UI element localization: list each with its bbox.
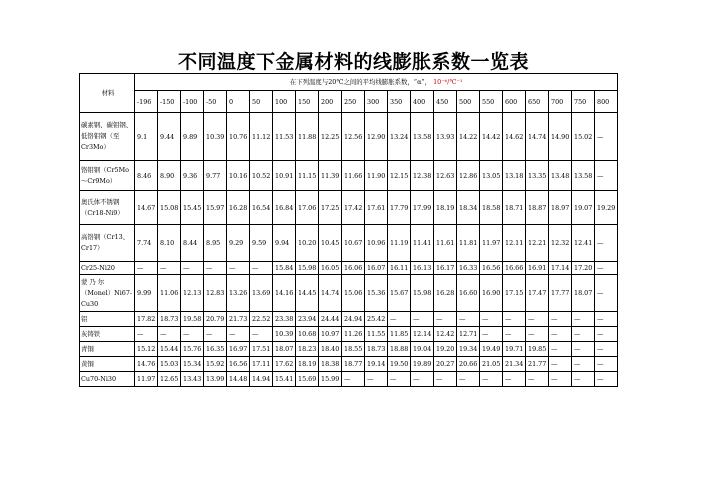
- value-cell: 15.98: [296, 262, 319, 275]
- value-cell: 20.27: [434, 357, 457, 372]
- value-cell: —: [250, 327, 273, 342]
- value-cell: 19.85: [526, 342, 549, 357]
- value-cell: 13.69: [250, 275, 273, 312]
- value-cell: 11.53: [273, 113, 296, 161]
- value-cell: 17.42: [342, 191, 365, 225]
- value-cell: 15.41: [273, 372, 296, 387]
- value-cell: —: [526, 327, 549, 342]
- value-cell: 15.36: [365, 275, 388, 312]
- value-cell: —: [595, 342, 618, 357]
- value-cell: 20.66: [457, 357, 480, 372]
- value-cell: —: [135, 262, 158, 275]
- header-row-subtitle: [80, 74, 618, 91]
- value-cell: 15.08: [158, 191, 181, 225]
- value-cell: 11.15: [296, 161, 319, 191]
- value-cell: 18.19: [434, 191, 457, 225]
- value-cell: 12.14: [411, 327, 434, 342]
- value-cell: —: [549, 327, 572, 342]
- value-cell: —: [480, 372, 503, 387]
- value-cell: 10.52: [250, 161, 273, 191]
- material-cell: 奥氏体不锈钢（Cr18-Ni9）: [80, 191, 135, 225]
- value-cell: 19.14: [365, 357, 388, 372]
- value-cell: —: [595, 357, 618, 372]
- value-cell: 15.69: [296, 372, 319, 387]
- value-cell: 14.22: [457, 113, 480, 161]
- value-cell: 14.16: [273, 275, 296, 312]
- value-cell: 18.97: [549, 191, 572, 225]
- value-cell: 17.62: [273, 357, 296, 372]
- material-cell: 蒙 乃 尔（Monel）Ni67-Cu30: [80, 275, 135, 312]
- value-cell: 12.71: [457, 327, 480, 342]
- value-cell: 18.07: [572, 275, 595, 312]
- value-cell: 16.56: [227, 357, 250, 372]
- material-cell: 铬钼钢（Cr5Mo～Cr9Mo）: [80, 161, 135, 191]
- value-cell: 18.73: [158, 312, 181, 327]
- value-cell: 17.51: [250, 342, 273, 357]
- value-cell: 23.94: [296, 312, 319, 327]
- value-cell: 12.65: [158, 372, 181, 387]
- value-cell: 14.48: [227, 372, 250, 387]
- temperature-header-cell: 50: [250, 91, 273, 113]
- value-cell: —: [434, 372, 457, 387]
- value-cell: 10.67: [342, 225, 365, 262]
- value-cell: 18.19: [296, 357, 319, 372]
- value-cell: 17.47: [526, 275, 549, 312]
- value-cell: 14.42: [480, 113, 503, 161]
- value-cell: 14.45: [296, 275, 319, 312]
- value-cell: 11.26: [342, 327, 365, 342]
- value-cell: 11.90: [365, 161, 388, 191]
- value-cell: 12.86: [457, 161, 480, 191]
- value-cell: 18.73: [365, 342, 388, 357]
- value-cell: 13.26: [227, 275, 250, 312]
- value-cell: —: [503, 312, 526, 327]
- value-cell: 15.99: [319, 372, 342, 387]
- value-cell: 19.20: [434, 342, 457, 357]
- temperature-header-cell: 200: [319, 91, 342, 113]
- value-cell: 8.46: [135, 161, 158, 191]
- value-cell: 9.29: [227, 225, 250, 262]
- value-cell: 15.97: [204, 191, 227, 225]
- value-cell: 8.90: [158, 161, 181, 191]
- value-cell: 17.11: [250, 357, 273, 372]
- value-cell: 12.11: [503, 225, 526, 262]
- value-cell: 12.32: [549, 225, 572, 262]
- value-cell: 14.90: [549, 113, 572, 161]
- value-cell: 11.88: [296, 113, 319, 161]
- value-cell: 16.07: [365, 262, 388, 275]
- value-cell: 10.76: [227, 113, 250, 161]
- value-cell: 14.74: [319, 275, 342, 312]
- value-cell: 10.96: [365, 225, 388, 262]
- value-cell: —: [411, 372, 434, 387]
- value-cell: 15.02: [572, 113, 595, 161]
- value-cell: —: [181, 327, 204, 342]
- value-cell: 21.05: [480, 357, 503, 372]
- value-cell: 16.54: [250, 191, 273, 225]
- material-cell: Cr25-Ni20: [80, 262, 135, 275]
- temperature-header-cell: 800: [595, 91, 618, 113]
- value-cell: 17.15: [503, 275, 526, 312]
- value-cell: 11.19: [388, 225, 411, 262]
- value-cell: 19.29: [595, 191, 618, 225]
- value-cell: 19.58: [181, 312, 204, 327]
- value-cell: 16.56: [480, 262, 503, 275]
- value-cell: 23.38: [273, 312, 296, 327]
- value-cell: —: [365, 372, 388, 387]
- table-row: [80, 372, 618, 387]
- value-cell: —: [388, 312, 411, 327]
- value-cell: 18.38: [319, 357, 342, 372]
- value-cell: 10.68: [296, 327, 319, 342]
- value-cell: 14.67: [135, 191, 158, 225]
- value-cell: —: [204, 327, 227, 342]
- value-cell: 19.89: [411, 357, 434, 372]
- table-row: [80, 113, 618, 161]
- value-cell: —: [480, 327, 503, 342]
- temperature-header-cell: 550: [480, 91, 503, 113]
- value-cell: 11.61: [434, 225, 457, 262]
- material-cell: 青铜: [80, 342, 135, 357]
- value-cell: 9.99: [135, 275, 158, 312]
- value-cell: 15.12: [135, 342, 158, 357]
- value-cell: —: [595, 312, 618, 327]
- material-column-header: 材料: [80, 74, 135, 113]
- value-cell: 15.84: [273, 262, 296, 275]
- value-cell: —: [158, 262, 181, 275]
- value-cell: 16.06: [342, 262, 365, 275]
- value-cell: —: [572, 342, 595, 357]
- temperature-header-cell: -196: [135, 91, 158, 113]
- value-cell: 13.35: [526, 161, 549, 191]
- value-cell: —: [434, 312, 457, 327]
- value-cell: 17.77: [549, 275, 572, 312]
- value-cell: 22.52: [250, 312, 273, 327]
- value-cell: 19.07: [572, 191, 595, 225]
- table-row: [80, 262, 618, 275]
- value-cell: 13.58: [572, 161, 595, 191]
- temperature-header-cell: 700: [549, 91, 572, 113]
- value-cell: 10.20: [296, 225, 319, 262]
- value-cell: —: [572, 312, 595, 327]
- value-cell: —: [227, 262, 250, 275]
- value-cell: 19.04: [411, 342, 434, 357]
- value-cell: 9.59: [250, 225, 273, 262]
- table-row: [80, 342, 618, 357]
- table-row: [80, 225, 618, 262]
- material-cell: 灰铸铁: [80, 327, 135, 342]
- value-cell: 11.66: [342, 161, 365, 191]
- value-cell: 18.55: [342, 342, 365, 357]
- temperature-header-cell: 750: [572, 91, 595, 113]
- value-cell: 12.83: [204, 275, 227, 312]
- value-cell: 10.97: [319, 327, 342, 342]
- value-cell: 13.93: [434, 113, 457, 161]
- value-cell: 11.97: [135, 372, 158, 387]
- value-cell: —: [181, 262, 204, 275]
- value-cell: 19.34: [457, 342, 480, 357]
- value-cell: 15.92: [204, 357, 227, 372]
- value-cell: 15.98: [411, 275, 434, 312]
- value-cell: 10.39: [204, 113, 227, 161]
- value-cell: 18.88: [388, 342, 411, 357]
- temperature-header-cell: 250: [342, 91, 365, 113]
- value-cell: 14.62: [503, 113, 526, 161]
- value-cell: 16.66: [503, 262, 526, 275]
- value-cell: 16.17: [434, 262, 457, 275]
- value-cell: 18.40: [319, 342, 342, 357]
- value-cell: 10.45: [319, 225, 342, 262]
- value-cell: —: [595, 113, 618, 161]
- table-row: [80, 161, 618, 191]
- value-cell: 18.07: [273, 342, 296, 357]
- value-cell: 18.87: [526, 191, 549, 225]
- value-cell: —: [250, 262, 273, 275]
- value-cell: 9.44: [158, 113, 181, 161]
- value-cell: 11.06: [158, 275, 181, 312]
- value-cell: 16.13: [411, 262, 434, 275]
- table-row: [80, 312, 618, 327]
- value-cell: 9.94: [273, 225, 296, 262]
- value-cell: 19.49: [480, 342, 503, 357]
- temperature-header-cell: 0: [227, 91, 250, 113]
- material-cell: 高铬钢（Cr13、Cr17）: [80, 225, 135, 262]
- value-cell: 21.77: [526, 357, 549, 372]
- value-cell: 17.20: [572, 262, 595, 275]
- value-cell: —: [595, 225, 618, 262]
- temperature-header-cell: 100: [273, 91, 296, 113]
- value-cell: —: [135, 327, 158, 342]
- value-cell: 12.13: [181, 275, 204, 312]
- value-cell: 16.28: [227, 191, 250, 225]
- value-cell: 13.18: [503, 161, 526, 191]
- value-cell: 13.43: [181, 372, 204, 387]
- value-cell: —: [526, 372, 549, 387]
- value-cell: 11.12: [250, 113, 273, 161]
- material-cell: 碳素钢、碳钼钢、低铬钼钢（至Cr3Mo）: [80, 113, 135, 161]
- value-cell: 17.79: [388, 191, 411, 225]
- value-cell: —: [549, 357, 572, 372]
- value-cell: 12.56: [342, 113, 365, 161]
- table-row: [80, 275, 618, 312]
- value-cell: 15.45: [181, 191, 204, 225]
- temperature-header-cell: 650: [526, 91, 549, 113]
- value-cell: 12.38: [411, 161, 434, 191]
- value-cell: 16.91: [526, 262, 549, 275]
- value-cell: 9.89: [181, 113, 204, 161]
- value-cell: 12.21: [526, 225, 549, 262]
- value-cell: —: [526, 312, 549, 327]
- value-cell: —: [595, 372, 618, 387]
- subtitle-text: 在下列温度与20℃之间的平均线膨胀系数，“α”，: [289, 78, 432, 86]
- value-cell: 12.63: [434, 161, 457, 191]
- temperature-header-row: [80, 91, 618, 113]
- value-cell: —: [572, 327, 595, 342]
- value-cell: 17.06: [296, 191, 319, 225]
- value-cell: 16.84: [273, 191, 296, 225]
- value-cell: —: [457, 372, 480, 387]
- table-row: [80, 357, 618, 372]
- value-cell: 16.05: [319, 262, 342, 275]
- value-cell: 9.1: [135, 113, 158, 161]
- table-row: [80, 327, 618, 342]
- value-cell: —: [595, 327, 618, 342]
- temperature-header-cell: 350: [388, 91, 411, 113]
- value-cell: 10.39: [273, 327, 296, 342]
- value-cell: —: [457, 312, 480, 327]
- subtitle-unit: 10⁻⁶/℃⁻¹: [433, 78, 463, 86]
- value-cell: —: [572, 357, 595, 372]
- value-cell: 11.85: [388, 327, 411, 342]
- value-cell: 17.14: [549, 262, 572, 275]
- value-cell: 18.58: [480, 191, 503, 225]
- value-cell: 24.44: [319, 312, 342, 327]
- value-cell: 15.67: [388, 275, 411, 312]
- value-cell: 12.15: [388, 161, 411, 191]
- temperature-header-cell: 150: [296, 91, 319, 113]
- value-cell: 11.39: [319, 161, 342, 191]
- material-cell: 铝: [80, 312, 135, 327]
- value-cell: —: [549, 312, 572, 327]
- table-subtitle: [135, 74, 618, 91]
- temperature-header-cell: 400: [411, 91, 434, 113]
- page-title: 不同温度下金属材料的线膨胀系数一览表: [177, 51, 529, 73]
- value-cell: 18.77: [342, 357, 365, 372]
- value-cell: —: [572, 372, 595, 387]
- temperature-header-cell: 600: [503, 91, 526, 113]
- value-cell: 16.97: [227, 342, 250, 357]
- value-cell: —: [503, 327, 526, 342]
- value-cell: 12.90: [365, 113, 388, 161]
- value-cell: —: [503, 372, 526, 387]
- temperature-header-cell: -50: [204, 91, 227, 113]
- value-cell: 21.34: [503, 357, 526, 372]
- temperature-header-cell: 450: [434, 91, 457, 113]
- value-cell: —: [549, 372, 572, 387]
- value-cell: 11.55: [365, 327, 388, 342]
- thermal-expansion-table: [79, 73, 618, 387]
- temperature-header-cell: -100: [181, 91, 204, 113]
- value-cell: 9.77: [204, 161, 227, 191]
- value-cell: 16.11: [388, 262, 411, 275]
- value-cell: 24.94: [342, 312, 365, 327]
- value-cell: 21.73: [227, 312, 250, 327]
- value-cell: —: [480, 312, 503, 327]
- value-cell: —: [204, 262, 227, 275]
- value-cell: 12.41: [572, 225, 595, 262]
- value-cell: —: [158, 327, 181, 342]
- value-cell: 17.82: [135, 312, 158, 327]
- value-cell: 10.16: [227, 161, 250, 191]
- value-cell: 17.99: [411, 191, 434, 225]
- value-cell: 18.34: [457, 191, 480, 225]
- value-cell: 8.10: [158, 225, 181, 262]
- material-cell: Cu70-Ni30: [80, 372, 135, 387]
- value-cell: 16.28: [434, 275, 457, 312]
- value-cell: 15.03: [158, 357, 181, 372]
- value-cell: 10.91: [273, 161, 296, 191]
- value-cell: 8.95: [204, 225, 227, 262]
- value-cell: —: [411, 312, 434, 327]
- value-cell: 19.71: [503, 342, 526, 357]
- value-cell: 14.74: [526, 113, 549, 161]
- value-cell: 11.41: [411, 225, 434, 262]
- value-cell: 14.76: [135, 357, 158, 372]
- value-cell: —: [388, 372, 411, 387]
- value-cell: —: [227, 327, 250, 342]
- value-cell: 12.42: [434, 327, 457, 342]
- temperature-header-cell: 300: [365, 91, 388, 113]
- value-cell: 17.25: [319, 191, 342, 225]
- value-cell: 17.61: [365, 191, 388, 225]
- value-cell: 13.48: [549, 161, 572, 191]
- value-cell: 15.06: [342, 275, 365, 312]
- value-cell: 13.24: [388, 113, 411, 161]
- value-cell: 15.34: [181, 357, 204, 372]
- value-cell: 20.79: [204, 312, 227, 327]
- value-cell: —: [342, 372, 365, 387]
- value-cell: 9.36: [181, 161, 204, 191]
- value-cell: —: [595, 275, 618, 312]
- value-cell: —: [549, 342, 572, 357]
- table-row: [80, 191, 618, 225]
- value-cell: 18.23: [296, 342, 319, 357]
- value-cell: 16.60: [457, 275, 480, 312]
- material-cell: 黄铜: [80, 357, 135, 372]
- value-cell: 16.35: [204, 342, 227, 357]
- value-cell: 12.25: [319, 113, 342, 161]
- value-cell: 7.74: [135, 225, 158, 262]
- value-cell: —: [595, 161, 618, 191]
- value-cell: 25.42: [365, 312, 388, 327]
- temperature-header-cell: 500: [457, 91, 480, 113]
- value-cell: 15.76: [181, 342, 204, 357]
- value-cell: 11.81: [457, 225, 480, 262]
- value-cell: 8.44: [181, 225, 204, 262]
- value-cell: 16.90: [480, 275, 503, 312]
- value-cell: 16.33: [457, 262, 480, 275]
- value-cell: 18.71: [503, 191, 526, 225]
- value-cell: 19.50: [388, 357, 411, 372]
- value-cell: 11.97: [480, 225, 503, 262]
- value-cell: 14.94: [250, 372, 273, 387]
- value-cell: 15.44: [158, 342, 181, 357]
- value-cell: 13.99: [204, 372, 227, 387]
- value-cell: 13.05: [480, 161, 503, 191]
- value-cell: —: [595, 262, 618, 275]
- temperature-header-cell: -150: [158, 91, 181, 113]
- value-cell: 13.58: [411, 113, 434, 161]
